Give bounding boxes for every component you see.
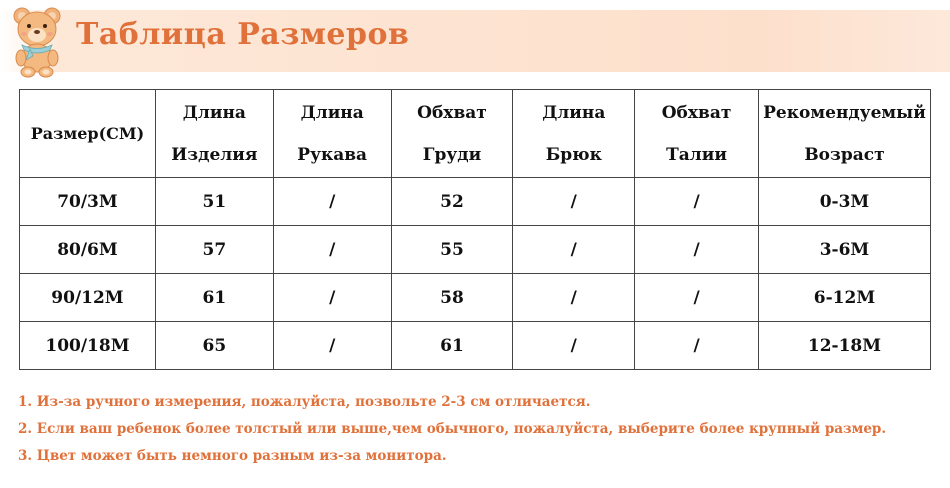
column-header-age: Рекомендуемый Возраст	[758, 90, 930, 178]
notes-list	[18, 392, 886, 473]
table-header-row	[20, 90, 931, 178]
size-table	[19, 89, 931, 370]
cell-waist: /	[635, 226, 759, 274]
table-row	[20, 226, 931, 274]
cell-age: 12-18M	[758, 322, 930, 370]
column-header-pants: Длина Брюк	[513, 90, 635, 178]
cell-length: 51	[155, 178, 273, 226]
cell-sleeve: /	[273, 322, 391, 370]
cell-chest: 58	[391, 274, 513, 322]
cell-sleeve: /	[273, 226, 391, 274]
cell-waist: /	[635, 274, 759, 322]
page-title: Таблица Размеров	[76, 17, 410, 52]
cell-sleeve: /	[273, 274, 391, 322]
cell-age: 0-3M	[758, 178, 930, 226]
table-row	[20, 178, 931, 226]
column-header-waist: Обхват Талии	[635, 90, 759, 178]
table-row	[20, 322, 931, 370]
cell-size: 80/6M	[20, 226, 156, 274]
cell-pants: /	[513, 274, 635, 322]
note-item: 2. Если ваш ребенок более толстый или выше,чем обычного, пожалуйста, выберите более крупный размер.	[18, 421, 887, 437]
cell-length: 65	[155, 322, 273, 370]
cell-chest: 52	[391, 178, 513, 226]
cell-size: 90/12M	[20, 274, 156, 322]
column-header-sleeve: Длина Рукава	[273, 90, 391, 178]
cell-size: 100/18M	[20, 322, 156, 370]
cell-age: 3-6M	[758, 226, 930, 274]
cell-size: 70/3M	[20, 178, 156, 226]
cell-pants: /	[513, 226, 635, 274]
cell-waist: /	[635, 178, 759, 226]
note-item: 3. Цвет может быть немного разным из-за монитора.	[18, 448, 447, 464]
cell-sleeve: /	[273, 178, 391, 226]
cell-chest: 55	[391, 226, 513, 274]
cell-pants: /	[513, 322, 635, 370]
cell-chest: 61	[391, 322, 513, 370]
column-header-chest: Обхват Груди	[391, 90, 513, 178]
teddy-bear-icon	[8, 4, 68, 78]
cell-pants: /	[513, 178, 635, 226]
cell-length: 61	[155, 274, 273, 322]
table-row	[20, 274, 931, 322]
note-item: 1. Из-за ручного измерения, пожалуйста, позвольте 2-3 см отличается.	[18, 394, 591, 410]
cell-waist: /	[635, 322, 759, 370]
cell-length: 57	[155, 226, 273, 274]
cell-age: 6-12M	[758, 274, 930, 322]
column-header-size: Размер(CM)	[20, 90, 156, 178]
column-header-length: Длина Изделия	[155, 90, 273, 178]
